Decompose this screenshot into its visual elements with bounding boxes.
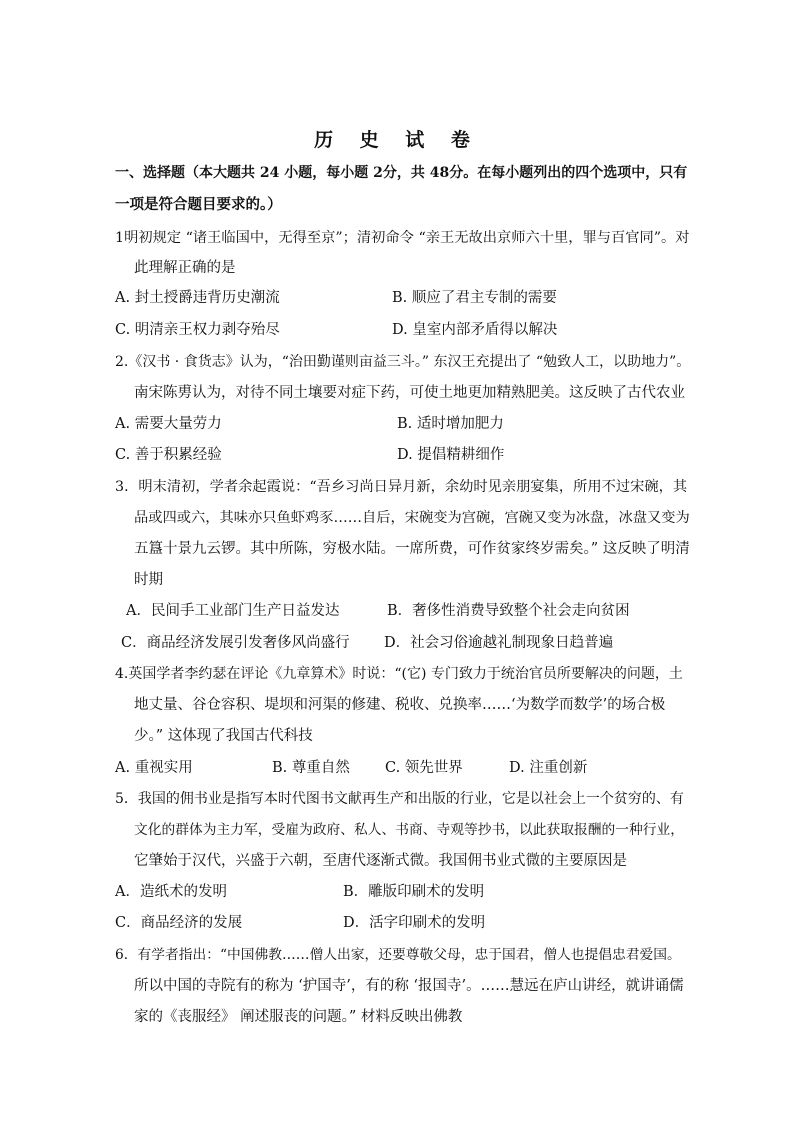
question-1-line-2: 此理解正确的是 [134, 260, 236, 276]
question-4-option-c: C. 领先世界 [385, 760, 463, 776]
question-3-option-a: A．民间手工业部门生产日益发达 [126, 603, 340, 619]
question-1-option-d: D. 皇室内部矛盾得以解决 [392, 322, 558, 338]
question-5-option-d: D．活字印刷术的发明 [343, 915, 486, 931]
question-2-line-2: 南宋陈旉认为，对待不同土壤要对症下药，可使土地更加精熟肥美。这反映了古代农业 [134, 385, 685, 401]
question-3-option-d: D．社会习俗逾越礼制现象日趋普遍 [384, 635, 614, 651]
question-4-option-b: B. 尊重自然 [272, 760, 350, 776]
question-5-option-c: C．商品经济的发展 [115, 915, 243, 931]
question-4-line-3: 少。” 这体现了我国古代科技 [134, 728, 313, 744]
question-6-line-1: 6．有学者指出：“中国佛教……僧人出家，还要尊敬父母，忠于国君，僧人也提倡忠君爱国。 [115, 947, 681, 963]
question-4-line-2: 地丈量、谷仓容积、堤坝和河渠的修建、税收、兑换率……‘为数学而数学’的场合极 [134, 697, 666, 713]
question-3-line-2: 品或四或六，其味亦只鱼虾鸡豕……自后，宋碗变为宫碗，宫碗又变为冰盘，冰盘又变为 [134, 510, 690, 526]
question-5-line-1: 5．我国的佣书业是指写本时代图书文献再生产和出版的行业，它是以社会上一个贫穷的、有 [115, 791, 684, 807]
section-heading-line-1: 一、选择题（本大题共 24 小题，每小题 2分，共 48分。在每小题列出的四个选项中，只有 [115, 165, 688, 181]
question-5-line-2: 文化的群体为主力军，受雇为政府、私人、书商、寺观等抄书，以此获取报酬的一种行业， [134, 822, 685, 838]
question-2-option-c: C. 善于积累经验 [115, 447, 222, 463]
question-4-option-d: D. 注重创新 [509, 760, 588, 776]
question-1-option-b: B. 顺应了君主专制的需要 [392, 290, 557, 306]
question-2-option-a: A. 需要大量劳力 [115, 416, 222, 432]
question-6-line-2: 所以中国的寺院有的称为 ‘护国寺’，有的称 ‘报国寺’。……慧远在庐山讲经，就讲诵儒 [134, 978, 684, 994]
question-1-line-1: 1明初规定 “诸王临国中，无得至京”；清初命令 “亲王无故出京师六十里，罪与百官同”。对 [115, 230, 690, 246]
question-2-option-d: D. 提倡精耕细作 [397, 447, 505, 463]
question-1-option-a: A. 封土授爵违背历史潮流 [115, 290, 280, 306]
question-5-option-a: A．造纸术的发明 [115, 884, 227, 900]
question-3-option-b: B．奢侈性消费导致整个社会走向贫困 [387, 603, 630, 619]
question-3-line-4: 时期 [134, 572, 163, 588]
section-heading [115, 158, 688, 220]
question-5-line-3: 它肇始于汉代，兴盛于六朝，至唐代逐渐式微。我国佣书业式微的主要原因是 [134, 853, 627, 869]
question-5-option-b: B．雕版印刷术的发明 [343, 884, 485, 900]
question-3-option-c: C．商品经济发展引发奢侈风尚盛行 [121, 635, 350, 651]
question-4-option-a: A. 重视实用 [115, 760, 193, 776]
question-4-line-1: 4.英国学者李约瑟在评论《九章算术》时说：“(它) 专门致力于统治官员所要解决的问题，土 [115, 666, 683, 682]
section-heading-line-2: 一项是符合题目要求的。） [115, 196, 282, 213]
question-6-line-3: 家的《丧服经》 阐述服丧的问题。” 材料反映出佛教 [134, 1009, 463, 1025]
question-3-line-3: 五簋十景九云锣。其中所陈，穷极水陆。一席所费，可作贫家终岁需矣。” 这反映了明清 [134, 541, 690, 557]
question-2-option-b: B. 适时增加肥力 [397, 416, 504, 432]
question-1-option-c: C. 明清亲王权力剥夺殆尽 [115, 322, 280, 338]
page-title: 历 史 试 卷 [314, 129, 480, 151]
question-2-line-1: 2.《汉书 · 食货志》认为，“治田勤谨则亩益三斗。” 东汉王充提出了 “勉致人工，以助地力”。 [115, 354, 691, 370]
question-3-line-1: 3．明末清初，学者余起霞说：“吾乡习尚日异月新，余幼时见亲朋宴集，所用不过宋碗，其 [115, 479, 688, 495]
